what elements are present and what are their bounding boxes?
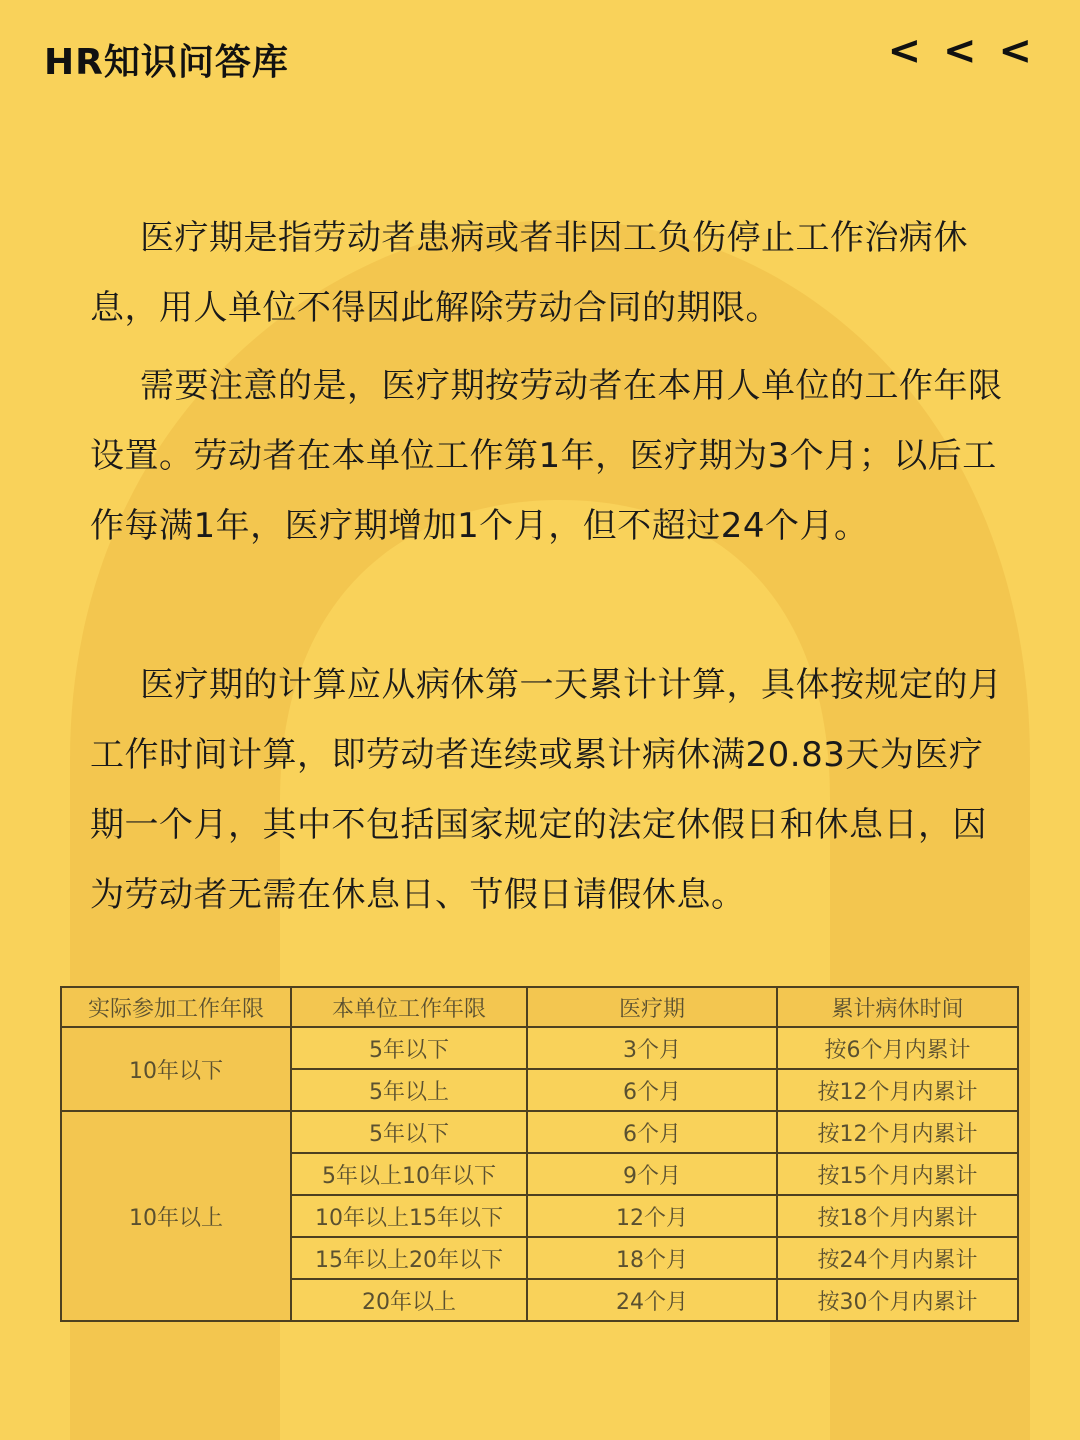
table-header-row [61,987,1018,1027]
header-bar [44,28,1036,83]
table-cell: 9个月 [527,1153,777,1195]
table-cell: 按12个月内累计 [777,1069,1018,1111]
table-cell: 3个月 [527,1027,777,1069]
table-cell: 24个月 [527,1279,777,1321]
header-medical-period: 医疗期 [527,987,777,1027]
table-cell: 按24个月内累计 [777,1237,1018,1279]
group-label: 10年以下 [61,1027,291,1111]
paragraph-note [90,351,1005,561]
table-row [61,1111,1018,1153]
paragraph-text: 需要注意的是，医疗期按劳动者在本用人单位的工作年限设置。劳动者在本单位工作第1年，医疗期为3个月；以后工作每满1年，医疗期增加1个月，但不超过24个月。 [90,366,1003,546]
back-arrows-icon[interactable]: < < < [887,28,1036,74]
table-row [61,1027,1018,1069]
header-cumulative-leave: 累计病休时间 [777,987,1018,1027]
paragraph-definition [90,203,1005,343]
brand-title: HR知识问答库 [44,42,289,83]
table-cell: 10年以上15年以下 [291,1195,527,1237]
table-cell: 6个月 [527,1069,777,1111]
group-label: 10年以上 [61,1111,291,1321]
paragraph-calculation [90,650,1005,930]
paragraph-text: 医疗期的计算应从病休第一天累计计算，具体按规定的月工作时间计算，即劳动者连续或累计病休满20.83天为医疗期一个月，其中不包括国家规定的法定休假日和休息日，因为劳动者无需在休息日、节假日请假休息。 [90,665,1003,915]
table-cell: 按6个月内累计 [777,1027,1018,1069]
table-cell: 按18个月内累计 [777,1195,1018,1237]
table-cell: 5年以上10年以下 [291,1153,527,1195]
medical-period-table [60,986,1017,1322]
table-cell: 6个月 [527,1111,777,1153]
table-cell: 5年以下 [291,1111,527,1153]
table-cell: 12个月 [527,1195,777,1237]
table-cell: 按30个月内累计 [777,1279,1018,1321]
paragraph-text: 医疗期是指劳动者患病或者非因工负伤停止工作治病休息，用人单位不得因此解除劳动合同的期限。 [90,218,968,328]
table-cell: 按15个月内累计 [777,1153,1018,1195]
table-cell: 5年以上 [291,1069,527,1111]
table-cell: 18个月 [527,1237,777,1279]
header-total-years: 实际参加工作年限 [61,987,291,1027]
table-cell: 15年以上20年以下 [291,1237,527,1279]
header-unit-years: 本单位工作年限 [291,987,527,1027]
table-cell: 5年以下 [291,1027,527,1069]
table-cell: 20年以上 [291,1279,527,1321]
table-cell: 按12个月内累计 [777,1111,1018,1153]
